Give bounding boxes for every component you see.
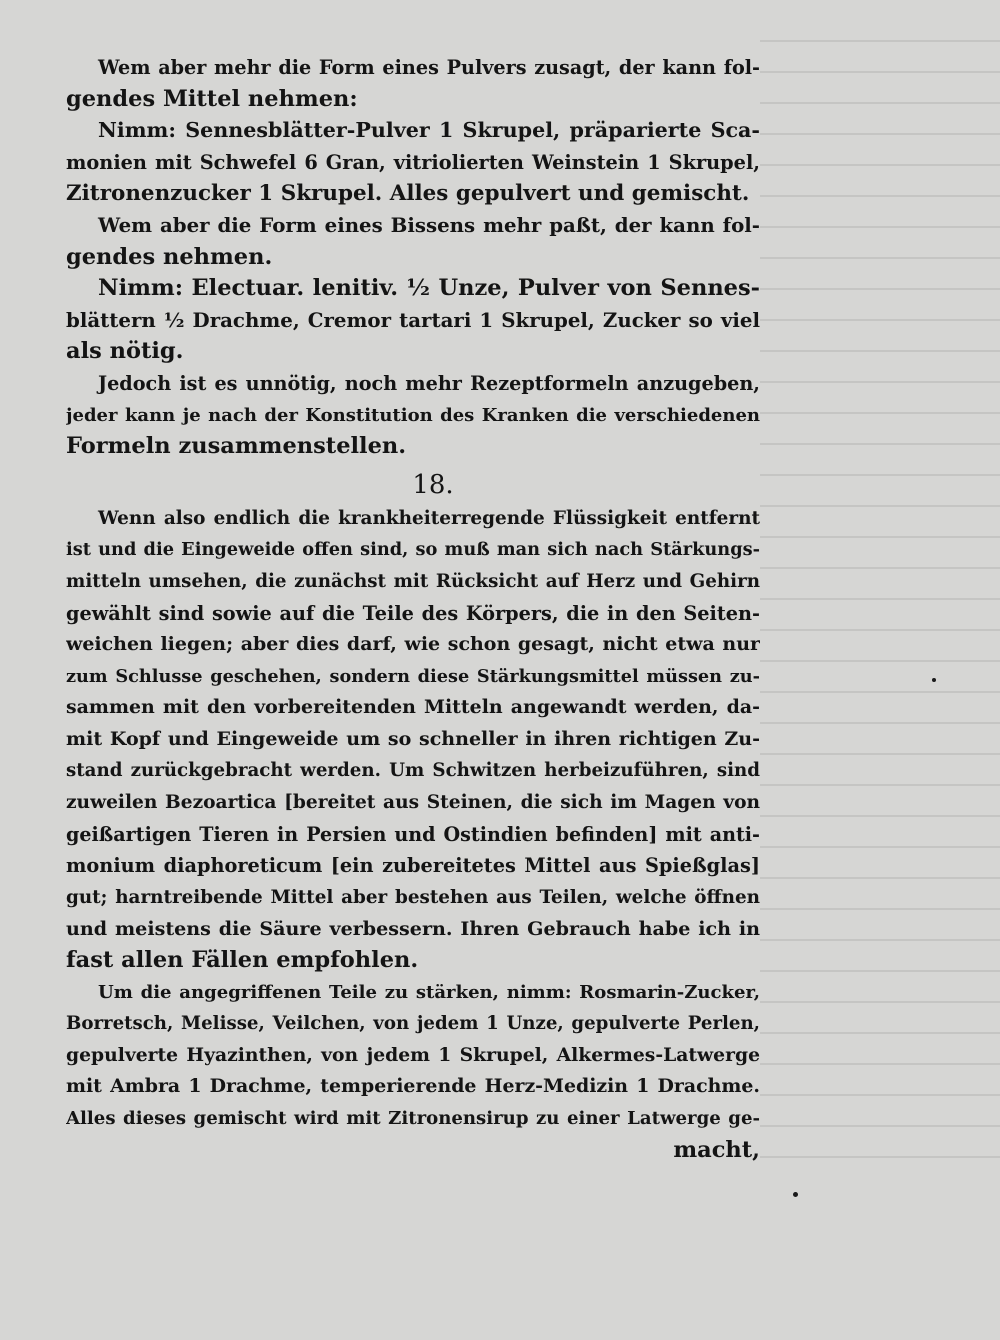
text-line: gendes Mittel nehmen: (66, 85, 358, 112)
show-through-text (760, 40, 1000, 1160)
page-text (66, 52, 760, 1166)
section-number: 18. (412, 469, 454, 500)
text-line: Nimm: Sennesblätter-Pulver 1 Skrupel, präparierte Sca- (98, 118, 760, 143)
text-line: Formeln zusammenstellen. (66, 433, 407, 460)
text-line: Wenn also endlich die krankheiterregende Flüssigkeit entfernt (98, 507, 760, 529)
text-line: mitteln umsehen, die zunächst mit Rücksicht auf Herz und Gehirn (66, 570, 760, 592)
text-line: blättern ½ Drachme, Cremor tartari 1 Skrupel, Zucker so viel (66, 307, 760, 332)
text-line: Um die angegriffenen Teile zu stärken, nimm: Rosmarin-Zucker, (98, 981, 760, 1003)
text-line: monium diaphoreticum [ein zubereitetes Mittel aus Spießglas] (66, 854, 760, 878)
text-line: Borretsch, Melisse, Veilchen, von jedem 1 Unze, gepulverte Perlen, (66, 1013, 760, 1035)
text-line: zuweilen Bezoartica [bereitet aus Steinen, die sich im Magen von (66, 792, 760, 814)
text-line: als nötig. (66, 338, 184, 365)
text-line: gewählt sind sowie auf die Teile des Körpers, die in den Seiten- (66, 601, 760, 625)
text-line: ist und die Eingeweide offen sind, so muß man sich nach Stärkungs- (66, 539, 760, 561)
text-line: Zitronenzucker 1 Skrupel. Alles gepulvert und gemischt. (66, 181, 750, 207)
text-line: Nimm: Electuar. lenitiv. ½ Unze, Pulver von Sennes- (98, 275, 760, 302)
ink-speck (932, 678, 936, 682)
text-line: weichen liegen; aber dies darf, wie schon gesagt, nicht etwa nur (66, 633, 760, 656)
text-line: gepulverte Hyazinthen, von jedem 1 Skrupel, Alkermes-Latwerge (66, 1043, 760, 1066)
text-line: stand zurückgebracht werden. Um Schwitzen herbeizuführen, sind (66, 760, 760, 782)
text-line: Wem aber mehr die Form eines Pulvers zusagt, der kann fol- (98, 56, 760, 79)
text-line: monien mit Schwefel 6 Gran, vitriolierten Weinstein 1 Skrupel, (66, 150, 760, 174)
catchword: macht, (673, 1136, 760, 1163)
text-line: gut; harntreibende Mittel aber bestehen aus Teilen, welche öffnen (66, 886, 760, 908)
text-line: jeder kann je nach der Konstitution des Kranken die verschiedenen (66, 404, 760, 426)
text-line: Wem aber die Form eines Bissens mehr paßt, der kann fol- (98, 212, 760, 237)
text-line: sammen mit den vorbereitenden Mitteln angewandt werden, da- (66, 696, 760, 719)
ink-speck (793, 1192, 798, 1197)
text-line: und meistens die Säure verbessern. Ihren Gebrauch habe ich in (66, 917, 760, 941)
text-line: mit Kopf und Eingeweide um so schneller in ihren richtigen Zu- (66, 727, 760, 750)
text-line: geißartigen Tieren in Persien und Ostindien befinden] mit anti- (66, 822, 760, 846)
text-line: Jedoch ist es unnötig, noch mehr Rezeptformeln anzugeben, (98, 371, 760, 395)
text-line: mit Ambra 1 Drachme, temperierende Herz-Medizin 1 Drachme. (66, 1075, 760, 1098)
text-line: Alles dieses gemischt wird mit Zitronensirup zu einer Latwerge ge- (66, 1108, 760, 1129)
text-line: gendes nehmen. (66, 243, 273, 270)
text-line: zum Schlusse geschehen, sondern diese Stärkungsmittel müssen zu- (66, 665, 760, 687)
text-line: fast allen Fällen empfohlen. (66, 947, 419, 974)
